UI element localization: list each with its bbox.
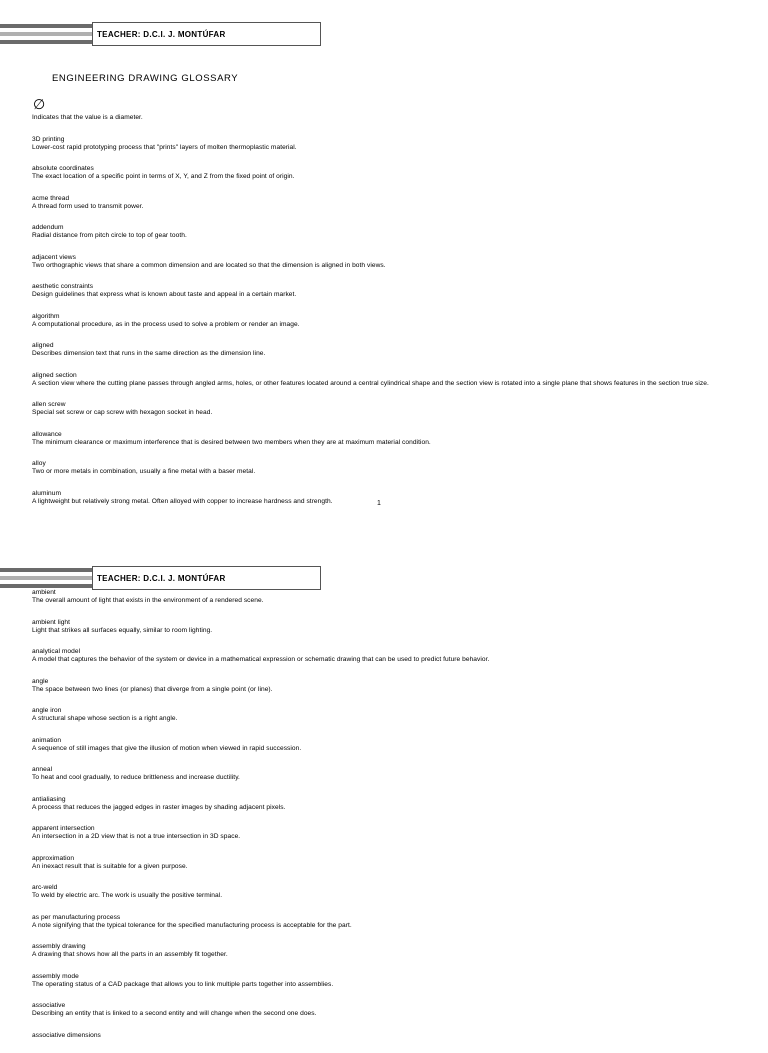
glossary-definition: To weld by electric arc. The work is usually the positive terminal. xyxy=(32,892,223,899)
glossary-entry xyxy=(32,825,756,841)
glossary-entry xyxy=(32,1032,756,1040)
header-decoration-bar xyxy=(0,24,96,44)
glossary-definition: Light that strikes all surfaces equally, similar to room lighting. xyxy=(32,626,213,634)
glossary-term: absolute coordinates xyxy=(32,165,94,172)
glossary-entry xyxy=(32,114,756,122)
glossary-definition: A sequence of still images that give the illusion of motion when viewed in rapid succession. xyxy=(32,744,302,752)
glossary-entry xyxy=(32,490,756,506)
glossary-definition: Two or more metals in combination, usually a fine metal with a baser metal. xyxy=(32,468,256,475)
glossary-term: 3D printing xyxy=(32,135,65,143)
glossary-entry xyxy=(32,766,756,782)
glossary-definition: An intersection in a 2D view that is not a true intersection in 3D space. xyxy=(32,833,241,840)
glossary-definition: Radial distance from pitch circle to top of gear tooth. xyxy=(32,232,187,239)
glossary-definition: Describing an entity that is linked to a second entity and will change when the second one does. xyxy=(32,1010,317,1017)
document-page-2 xyxy=(0,560,768,1039)
document-page-1 xyxy=(0,0,768,520)
glossary-term: associative dimensions xyxy=(32,1031,101,1039)
glossary-entry xyxy=(32,342,756,358)
glossary-term: animation xyxy=(32,736,62,744)
glossary-entry xyxy=(32,254,756,270)
glossary-term: aluminum xyxy=(32,489,61,497)
glossary-definition: The overall amount of light that exists in the environment of a rendered scene. xyxy=(32,597,264,604)
glossary-definition: A lightweight but relatively strong metal. Often alloyed with copper to increase hardness and strength. xyxy=(32,497,333,505)
glossary-term: allowance xyxy=(32,430,62,438)
glossary-term: aligned section xyxy=(32,371,77,379)
glossary-definition: An inexact result that is suitable for a given purpose. xyxy=(32,862,188,870)
glossary-definition: Describes dimension text that runs in the same direction as the dimension line. xyxy=(32,350,266,357)
glossary-term: assembly mode xyxy=(32,972,79,980)
glossary-definition: A process that reduces the jagged edges in raster images by shading adjacent pixels. xyxy=(32,803,286,811)
page-gap xyxy=(0,520,768,560)
glossary-term: associative xyxy=(32,1002,66,1009)
glossary-entry xyxy=(32,460,756,476)
glossary-definition: A structural shape whose section is a right angle. xyxy=(32,715,178,722)
header-decoration-bar xyxy=(0,568,96,588)
glossary-entry xyxy=(32,855,756,871)
glossary-entry xyxy=(32,283,756,299)
glossary-definition: A section view where the cutting plane passes through angled arms, holes, or other features located around a central cylindrical shape and the section view is rotated into a single plane that shows features in the section true size. xyxy=(32,379,709,387)
glossary-entry xyxy=(32,884,756,900)
glossary-entry xyxy=(32,707,756,723)
glossary-term: alloy xyxy=(32,460,46,467)
glossary-entry xyxy=(32,619,756,635)
glossary-definition: A thread form used to transmit power. xyxy=(32,202,144,210)
glossary-definition: To heat and cool gradually, to reduce brittleness and increase ductility. xyxy=(32,774,240,781)
document-title: ENGINEERING DRAWING GLOSSARY xyxy=(52,73,239,84)
glossary-entry xyxy=(32,973,756,989)
glossary-term: angle iron xyxy=(32,707,62,714)
glossary-definition: A drawing that shows how all the parts in an assembly fit together. xyxy=(32,951,228,958)
glossary-entry xyxy=(32,372,756,388)
teacher-header: TEACHER: D.C.I. J. MONTÚFAR xyxy=(92,22,321,46)
glossary-entry xyxy=(32,224,756,240)
glossary-term: allen screw xyxy=(32,401,66,408)
glossary-definition: The exact location of a specific point in terms of X, Y, and Z from the fixed point of origin. xyxy=(32,173,295,180)
glossary-term: apparent intersection xyxy=(32,825,95,832)
glossary-term: arc-weld xyxy=(32,884,58,891)
glossary-entry xyxy=(32,914,756,930)
glossary-entry xyxy=(32,589,756,605)
glossary-definition: A note signifying that the typical tolerance for the specified manufacturing process is acceptable for the part. xyxy=(32,921,352,929)
glossary-entry xyxy=(32,136,756,152)
glossary-definition: A model that captures the behavior of the system or device in a mathematical expression or schematic drawing that can be used to predict future behavior. xyxy=(32,656,490,663)
glossary-term: adjacent views xyxy=(32,253,76,261)
glossary-term: addendum xyxy=(32,224,64,231)
glossary-entry xyxy=(32,737,756,753)
glossary-term: ambient light xyxy=(32,618,71,626)
glossary-definition: Two orthographic views that share a common dimension and are located so that the dimension is aligned in both views. xyxy=(32,261,386,269)
glossary-entry xyxy=(32,1002,756,1018)
glossary-entry xyxy=(32,678,756,694)
glossary-term: aligned xyxy=(32,342,54,349)
glossary-entry xyxy=(32,648,756,664)
glossary-term: analytical model xyxy=(32,648,81,655)
teacher-header: TEACHER: D.C.I. J. MONTÚFAR xyxy=(92,566,321,590)
glossary-term: aesthetic constraints xyxy=(32,283,94,290)
glossary-entry xyxy=(32,943,756,959)
glossary-definition: Special set screw or cap screw with hexagon socket in head. xyxy=(32,409,213,416)
glossary-term: algorithm xyxy=(32,312,60,320)
glossary-definition: The space between two lines (or planes) that diverge from a single point (or line). xyxy=(32,685,273,693)
glossary-term: ambient xyxy=(32,589,56,596)
glossary-term: assembly drawing xyxy=(32,943,86,950)
glossary-entry xyxy=(32,401,756,417)
glossary-definition: The operating status of a CAD package that allows you to link multiple parts together into assemblies. xyxy=(32,980,334,988)
glossary-definition: Design guidelines that express what is known about taste and appeal in a certain market. xyxy=(32,291,297,298)
glossary-term: as per manufacturing process xyxy=(32,913,121,921)
glossary-term: approximation xyxy=(32,854,75,862)
glossary-entry xyxy=(32,431,756,447)
diameter-symbol-icon: ∅ xyxy=(33,96,46,112)
glossary-entry xyxy=(32,165,756,181)
glossary-entry xyxy=(32,195,756,211)
glossary-definition: The minimum clearance or maximum interference that is desired between two members when they are at maximum material condition. xyxy=(32,438,431,446)
glossary-list xyxy=(32,589,756,1053)
glossary-entry xyxy=(32,313,756,329)
glossary-term: acme thread xyxy=(32,194,70,202)
glossary-term: angle xyxy=(32,677,49,685)
glossary-list xyxy=(32,114,756,519)
page-number: 1 xyxy=(377,500,381,507)
glossary-term: anneal xyxy=(32,766,53,773)
glossary-definition: Lower-cost rapid prototyping process that "prints" layers of molten thermoplastic material. xyxy=(32,143,297,151)
glossary-definition: A computational procedure, as in the process used to solve a problem or render an image. xyxy=(32,320,300,328)
glossary-definition: Indicates that the value is a diameter. xyxy=(32,114,143,121)
glossary-term: antialiasing xyxy=(32,795,66,803)
glossary-entry xyxy=(32,796,756,812)
